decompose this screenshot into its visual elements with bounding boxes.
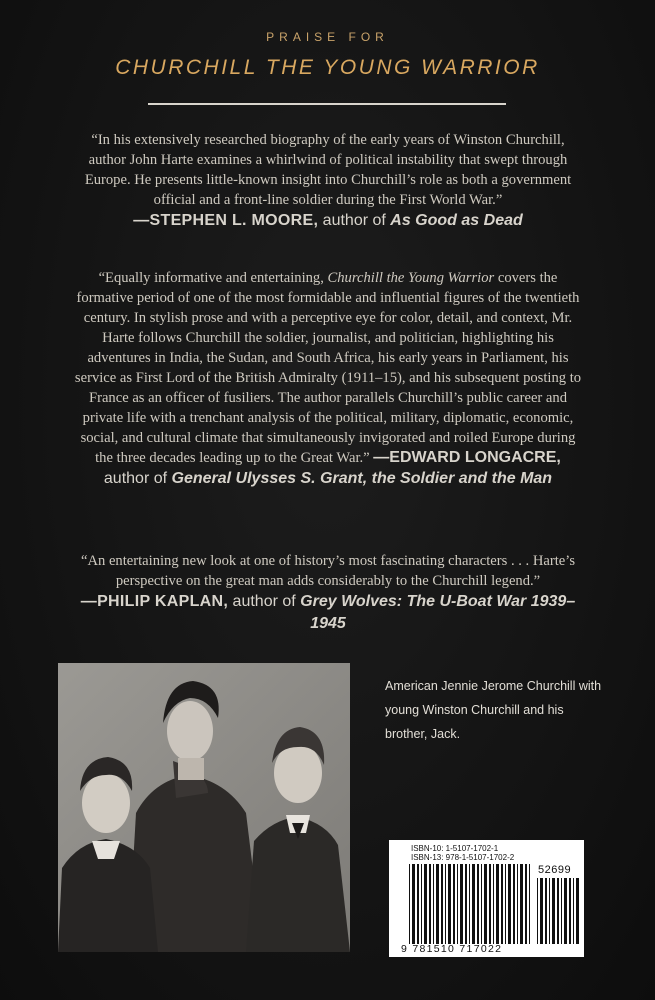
quote-attribution bbox=[72, 591, 584, 635]
barcode-bar bbox=[564, 878, 567, 944]
quote-attribution bbox=[104, 470, 552, 487]
barcode-bar bbox=[501, 864, 503, 944]
quote-text: “In his extensively researched biography of the early years of Winston Churchill, author John Harte examines a whirlwind of political instability that swept through Europe. He presents little-known insight into Churchill’s role as both a government official and a front-line soldier during the First World War.” bbox=[84, 132, 572, 208]
photo-caption: American Jennie Jerome Churchill with young Winston Churchill and his brother, Jack. bbox=[385, 679, 602, 741]
family-photo bbox=[58, 663, 350, 952]
barcode-bar bbox=[472, 864, 475, 944]
quote-author-of: author of bbox=[103, 470, 168, 487]
barcode-bar bbox=[481, 864, 482, 944]
barcode-bar bbox=[429, 864, 431, 944]
barcode-bar bbox=[573, 878, 574, 944]
addon-bars bbox=[537, 878, 579, 944]
barcode-bar bbox=[457, 864, 458, 944]
barcode-bar bbox=[552, 878, 555, 944]
barcode-bar bbox=[545, 878, 547, 944]
barcode-bar bbox=[433, 864, 434, 944]
ean-digits: 9 781510 717022 bbox=[401, 943, 503, 955]
barcode-bar bbox=[424, 864, 427, 944]
barcode-bar bbox=[441, 864, 443, 944]
barcode-bar bbox=[549, 878, 550, 944]
barcode-bar bbox=[477, 864, 479, 944]
barcode-bar bbox=[537, 878, 538, 944]
barcode-bar bbox=[417, 864, 419, 944]
barcode-bar bbox=[525, 864, 527, 944]
barcode-bar bbox=[484, 864, 487, 944]
barcode-bar bbox=[412, 864, 415, 944]
barcode-bar bbox=[460, 864, 463, 944]
quote-author-of: author of bbox=[322, 212, 386, 229]
book-title-heading: CHURCHILL THE YOUNG WARRIOR bbox=[115, 56, 540, 79]
barcode-bar bbox=[421, 864, 422, 944]
barcode-bar bbox=[465, 864, 467, 944]
barcode-bar bbox=[576, 878, 579, 944]
quote-author-of: author of bbox=[232, 593, 296, 610]
barcode-bar bbox=[445, 864, 446, 944]
praise-kicker: PRAISE FOR bbox=[266, 30, 389, 44]
quote-text-rest: covers the formative period of one of the most formidable and influential figures of the twentieth century. In stylish prose and with a perceptive eye for color, detail, and context, Mr. Harte follows Churchill the soldier, journalist, and politician, highlighting his adventures in India, the Sudan, and South Africa, his early years in Parliament, his service as First Lord of the British Admiralty (1911–15), and his subsequent posting to France as an officer of fusiliers. The author parallels Churchill’s public career and private life with a trenchant analysis of the political, military, diplomatic, economic, social, and cultural climate that simultaneously invigorated and roiled Europe during the three decades leading up to the Great War.” bbox=[74, 270, 582, 466]
isbn-barcode bbox=[389, 840, 584, 957]
barcode-bar bbox=[508, 864, 511, 944]
barcode-bar bbox=[540, 878, 543, 944]
isbn-13: ISBN-13: 978-1-5107-1702-2 bbox=[411, 853, 515, 862]
barcode-bar bbox=[436, 864, 439, 944]
ean-bars bbox=[409, 864, 533, 944]
quote-author: —STEPHEN L. MOORE, bbox=[133, 212, 319, 229]
title-divider bbox=[148, 103, 506, 105]
quote-work: Grey Wolves: The U-Boat War 1939–1945 bbox=[300, 593, 576, 632]
barcode-bar bbox=[409, 864, 410, 944]
barcode-bar bbox=[529, 864, 530, 944]
barcode-bar bbox=[453, 864, 455, 944]
quote-text: “An entertaining new look at one of history’s most fascinating characters . . . Harte’s perspective on the great man adds considerably to the Churchill legend.” bbox=[80, 553, 575, 589]
quote-author: —PHILIP KAPLAN, bbox=[80, 593, 229, 610]
barcode-bar bbox=[569, 878, 571, 944]
barcode-bar bbox=[493, 864, 494, 944]
barcode-bar bbox=[557, 878, 559, 944]
quote-attribution bbox=[72, 210, 584, 232]
barcode-bar bbox=[489, 864, 491, 944]
quote-author: —EDWARD LONGACRE, bbox=[373, 449, 561, 466]
praise-quote-kaplan bbox=[72, 551, 584, 635]
barcode-bar bbox=[505, 864, 506, 944]
quote-book-title: Churchill the Young Warrior bbox=[327, 270, 495, 286]
family-photo-illustration bbox=[58, 663, 350, 952]
barcode-bar bbox=[496, 864, 499, 944]
barcode-bar bbox=[448, 864, 451, 944]
quote-work: As Good as Dead bbox=[390, 212, 523, 229]
barcode-bar bbox=[513, 864, 515, 944]
barcode-bar bbox=[561, 878, 562, 944]
quote-text-open: “Equally informative and entertaining, bbox=[98, 270, 324, 286]
barcode-bar bbox=[517, 864, 518, 944]
praise-quote-moore bbox=[72, 130, 584, 232]
price-code: 52699 bbox=[538, 864, 572, 876]
quote-work: General Ulysses S. Grant, the Soldier and the Man bbox=[171, 470, 553, 487]
praise-quote-longacre bbox=[72, 268, 584, 490]
isbn-10: ISBN-10: 1-5107-1702-1 bbox=[411, 844, 499, 853]
barcode-bar bbox=[520, 864, 523, 944]
barcode-bar bbox=[469, 864, 470, 944]
